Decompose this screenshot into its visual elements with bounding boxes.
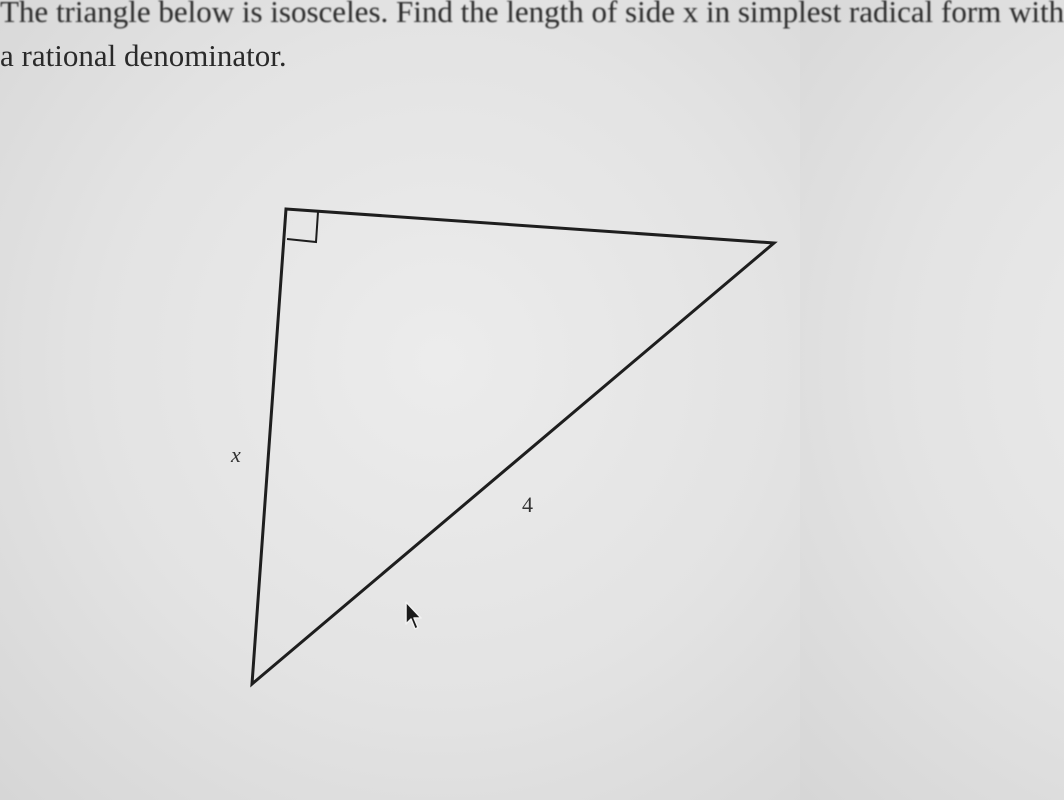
question-line-1: The triangle below is isosceles. Find the length of side x in simplest radical form with <box>0 0 1064 29</box>
question-line-2: a rational denominator. <box>0 38 287 73</box>
hypotenuse-length-label: 4 <box>522 492 533 517</box>
triangle-outline <box>252 209 774 684</box>
side-x-label: x <box>231 442 241 467</box>
right-angle-marker <box>287 212 318 242</box>
mouse-pointer-icon <box>404 600 428 634</box>
